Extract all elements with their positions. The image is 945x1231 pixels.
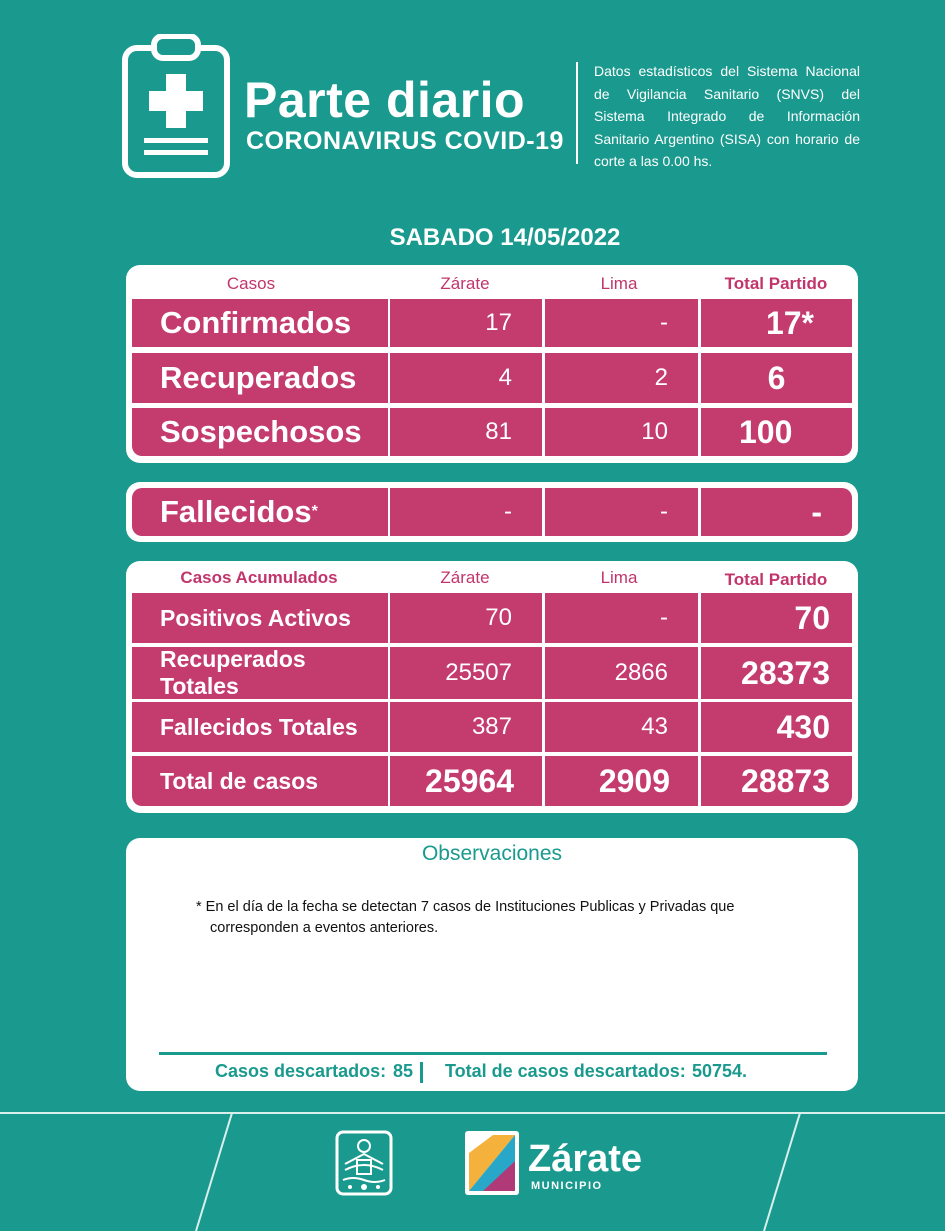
- cell-lima: -: [545, 488, 698, 536]
- cell-total: -: [701, 488, 852, 536]
- cell-lima: 10: [545, 408, 698, 456]
- observation-line: corresponden a eventos anteriores.: [210, 920, 439, 936]
- cell-zarate: 25507: [390, 647, 542, 699]
- header-divider: [576, 62, 578, 164]
- city-seal-icon: [335, 1130, 393, 1196]
- zarate-logo-icon: [463, 1129, 521, 1197]
- source-info: Datos estadísticos del Sistema Nacional de Vigilancia Sanitario (SNVS) del Sistema Integrado de Información Sanitario Argentino (SISA) con horario de corte a las 0.00 hs.: [594, 63, 860, 169]
- row-label-total-de-casos: Total de casos: [132, 756, 388, 806]
- col-header-total: Total Partido: [724, 274, 828, 293]
- total-discarded-value: 50754.: [692, 1061, 748, 1081]
- cell-total: 70: [701, 593, 852, 643]
- observation-note: [196, 897, 796, 939]
- col-header-cases: Casos: [226, 274, 276, 293]
- col-header-lima: Lima: [600, 274, 638, 293]
- cell-lima: -: [545, 299, 698, 347]
- deaths-table: [126, 482, 858, 542]
- brand-subtitle: MUNICIPIO: [531, 1180, 603, 1192]
- clipboard-medical-icon: [122, 34, 230, 178]
- cell-zarate: 4: [390, 353, 542, 403]
- report-date: SABADO 14/05/2022: [389, 224, 621, 251]
- value-separator: [420, 1062, 423, 1083]
- row-label-fallecidos-totales: Fallecidos Totales: [132, 702, 388, 752]
- observations-divider: [159, 1052, 827, 1055]
- observation-line: * En el día de la fecha se detectan 7 casos de Instituciones Publicas y Privadas que: [196, 899, 735, 915]
- col-header-accumulated: Casos Acumulados: [180, 568, 338, 587]
- cell-zarate: 387: [390, 702, 542, 752]
- cell-total: 6: [701, 353, 852, 403]
- cell-zarate: 17: [390, 299, 542, 347]
- row-label-fallecidos: [132, 488, 388, 536]
- cell-lima: 2: [545, 353, 698, 403]
- row-label-recuperados: Recuperados: [132, 353, 388, 403]
- cell-total: 430: [701, 702, 852, 752]
- page-title: Parte diario: [244, 72, 526, 128]
- footnote-mark: *: [311, 503, 318, 520]
- cell-total: 17*: [701, 299, 852, 347]
- discarded-label: Casos descartados:: [215, 1061, 387, 1081]
- row-label-recuperados-totales: Recuperados Totales: [132, 647, 388, 699]
- fallecidos-label: Fallecidos: [160, 494, 312, 529]
- cell-zarate: -: [390, 488, 542, 536]
- col-header-lima: Lima: [600, 568, 638, 587]
- cell-total: 28873: [701, 756, 852, 806]
- row-label-sospechosos: Sospechosos: [132, 408, 388, 456]
- daily-cases-table: [126, 265, 858, 463]
- col-header-zarate: Zárate: [440, 274, 490, 293]
- cell-total: 100: [701, 408, 852, 456]
- page-subtitle: CORONAVIRUS COVID-19: [246, 127, 564, 155]
- total-discarded-label: Total de casos descartados:: [445, 1061, 686, 1081]
- brand-name: Zárate: [528, 1138, 643, 1180]
- col-header-total: Total Partido: [724, 570, 828, 589]
- discarded-value: 85: [393, 1061, 414, 1081]
- cell-lima: -: [545, 593, 698, 643]
- cell-zarate: 70: [390, 593, 542, 643]
- accumulated-cases-table: [126, 561, 858, 813]
- cell-zarate: 25964: [390, 756, 542, 806]
- cell-zarate: 81: [390, 408, 542, 456]
- cell-lima: 43: [545, 702, 698, 752]
- cell-total: 28373: [701, 647, 852, 699]
- observations-title: Observaciones: [421, 842, 563, 865]
- cell-lima: 2909: [545, 756, 698, 806]
- cell-lima: 2866: [545, 647, 698, 699]
- row-label-positivos-activos: Positivos Activos: [132, 593, 388, 643]
- col-header-zarate: Zárate: [440, 568, 490, 587]
- row-label-confirmados: Confirmados: [132, 299, 388, 347]
